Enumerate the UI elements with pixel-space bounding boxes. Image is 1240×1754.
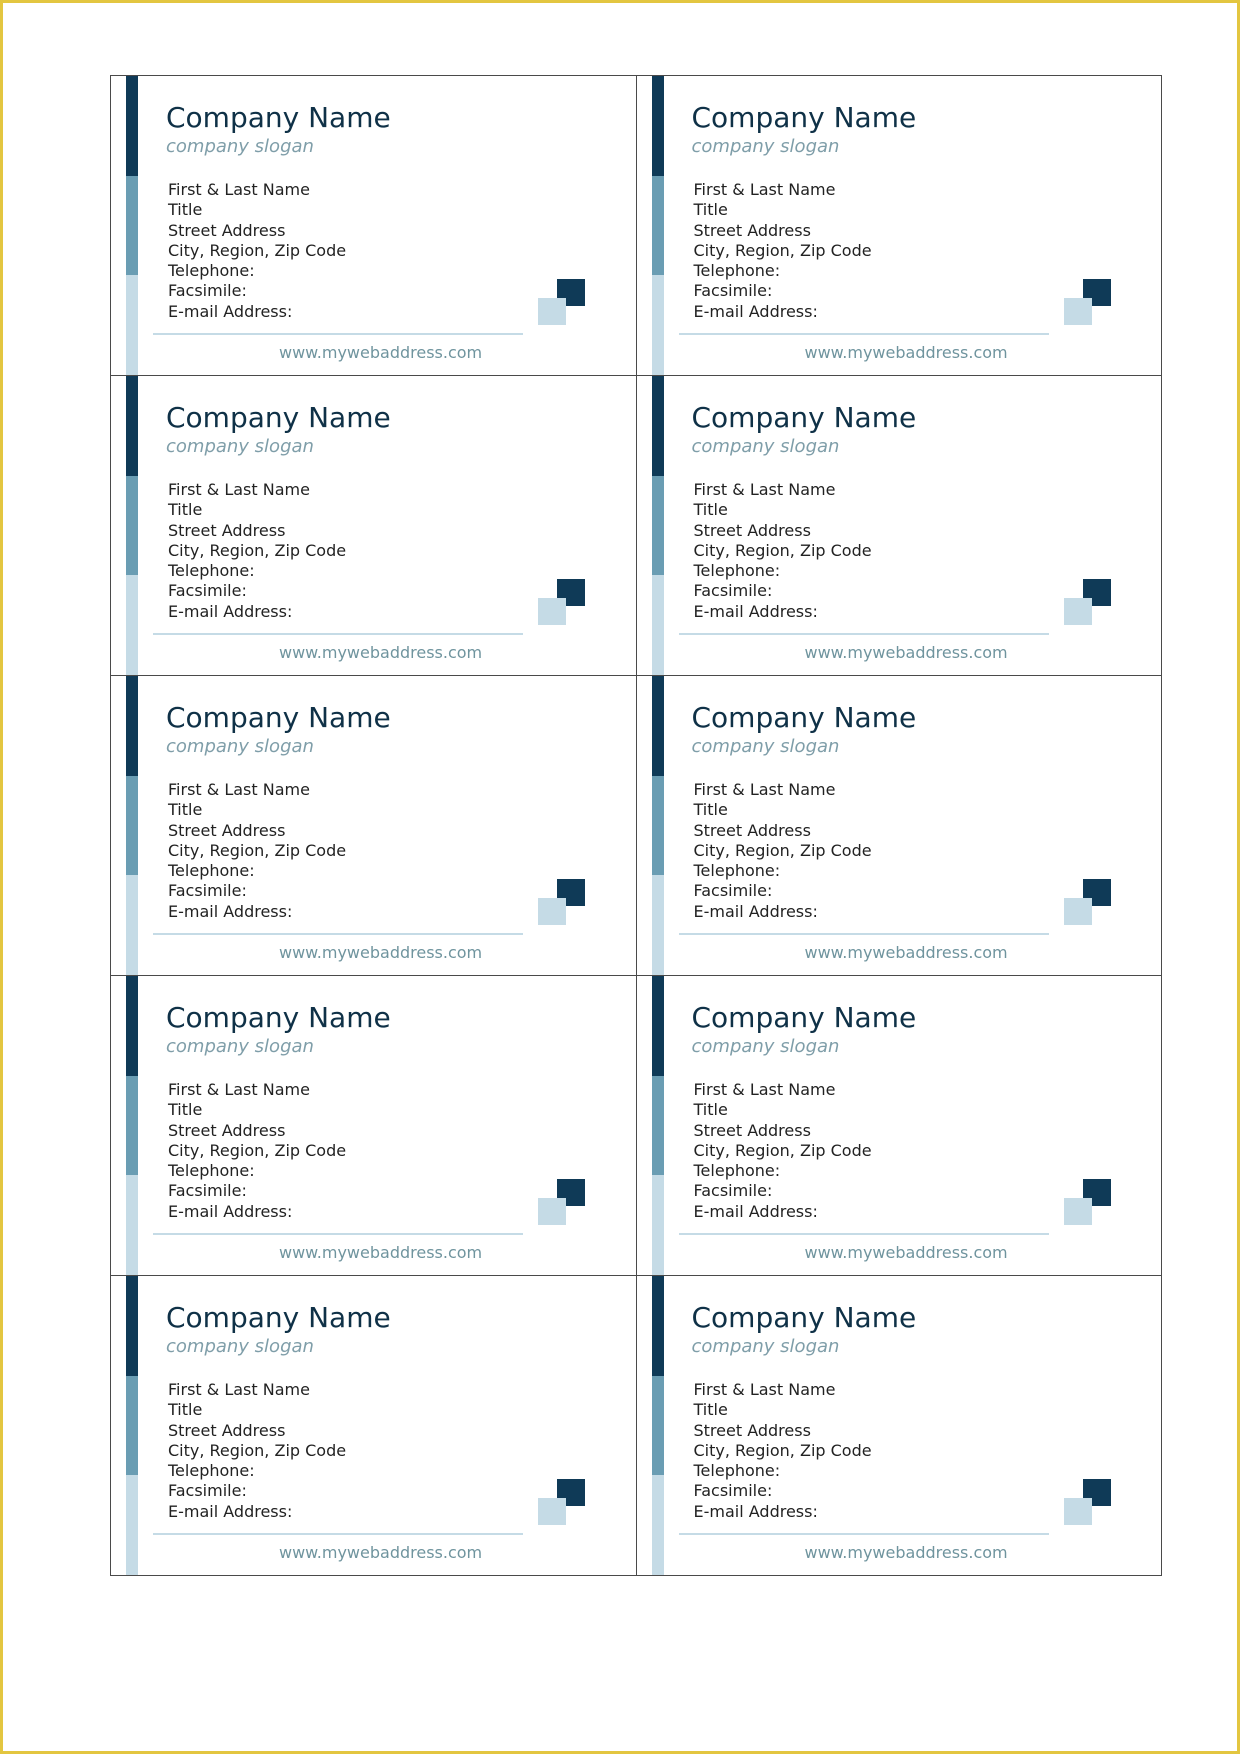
- stripe-segment-light: [652, 275, 664, 375]
- company-name: Company Name: [691, 1301, 917, 1334]
- email-address: E-mail Address:: [693, 301, 818, 321]
- street-address: Street Address: [168, 1420, 286, 1440]
- contact-details: [694, 480, 872, 622]
- contact-details: [694, 1380, 872, 1522]
- business-card: [637, 676, 1163, 976]
- city-region-zip: City, Region, Zip Code: [168, 840, 347, 860]
- email-address: E-mail Address:: [168, 1501, 293, 1521]
- web-address: www.mywebaddress.com: [804, 943, 1008, 962]
- stripe-segment-dark: [652, 976, 664, 1076]
- divider: [679, 933, 1049, 935]
- street-address: Street Address: [693, 1420, 811, 1440]
- facsimile: Facsimile:: [168, 1481, 247, 1501]
- facsimile: Facsimile:: [168, 881, 247, 901]
- web-address: www.mywebaddress.com: [804, 1243, 1008, 1262]
- contact-name: First & Last Name: [168, 480, 310, 499]
- divider: [679, 633, 1049, 635]
- business-card: [111, 1276, 637, 1576]
- company-name: Company Name: [166, 1301, 391, 1334]
- divider: [153, 633, 523, 635]
- contact-details: [168, 180, 346, 322]
- company-name: Company Name: [166, 1001, 391, 1034]
- accent-stripe: [126, 76, 138, 375]
- contact-details: [694, 1080, 872, 1222]
- stripe-segment-dark: [652, 76, 664, 176]
- contact-details: [694, 180, 872, 322]
- divider: [679, 333, 1049, 335]
- stripe-segment-mid: [652, 176, 664, 276]
- city-region-zip: City, Region, Zip Code: [693, 1140, 872, 1160]
- stripe-segment-mid: [126, 1376, 138, 1476]
- telephone: Telephone:: [693, 261, 781, 281]
- web-address: www.mywebaddress.com: [804, 1543, 1008, 1562]
- accent-stripe: [126, 376, 138, 675]
- contact-title: Title: [693, 200, 728, 220]
- email-address: E-mail Address:: [168, 301, 293, 321]
- contact-title: Title: [168, 500, 203, 520]
- contact-name: First & Last Name: [693, 1080, 836, 1099]
- business-card-sheet: [110, 75, 1162, 1576]
- city-region-zip: City, Region, Zip Code: [693, 1440, 872, 1460]
- company-name: Company Name: [166, 101, 391, 134]
- contact-name: First & Last Name: [693, 180, 836, 199]
- city-region-zip: City, Region, Zip Code: [168, 540, 347, 560]
- telephone: Telephone:: [693, 1161, 781, 1181]
- telephone: Telephone:: [693, 561, 781, 581]
- contact-details: [168, 1380, 346, 1522]
- contact-name: First & Last Name: [693, 1380, 836, 1399]
- company-slogan: company slogan: [691, 1336, 840, 1357]
- accent-stripe: [126, 1276, 138, 1575]
- company-name: Company Name: [166, 401, 391, 434]
- divider: [153, 1533, 523, 1535]
- web-address: www.mywebaddress.com: [279, 343, 483, 362]
- contact-details: [168, 780, 346, 922]
- telephone: Telephone:: [168, 861, 255, 881]
- business-card: [637, 376, 1163, 676]
- email-address: E-mail Address:: [168, 601, 293, 621]
- street-address: Street Address: [693, 520, 811, 540]
- telephone: Telephone:: [168, 1161, 255, 1181]
- stripe-segment-mid: [652, 1076, 664, 1176]
- company-slogan: company slogan: [166, 436, 314, 457]
- facsimile: Facsimile:: [693, 1181, 773, 1201]
- facsimile: Facsimile:: [168, 581, 247, 601]
- city-region-zip: City, Region, Zip Code: [168, 1140, 347, 1160]
- telephone: Telephone:: [693, 1461, 781, 1481]
- web-address: www.mywebaddress.com: [279, 643, 483, 662]
- street-address: Street Address: [168, 220, 286, 240]
- email-address: E-mail Address:: [168, 901, 293, 921]
- contact-title: Title: [693, 1100, 728, 1120]
- email-address: E-mail Address:: [168, 1201, 293, 1221]
- contact-title: Title: [168, 1100, 203, 1120]
- company-name: Company Name: [691, 401, 917, 434]
- stripe-segment-dark: [652, 376, 664, 476]
- facsimile: Facsimile:: [693, 881, 773, 901]
- contact-name: First & Last Name: [168, 1380, 310, 1399]
- stripe-segment-mid: [126, 176, 138, 276]
- street-address: Street Address: [693, 1120, 811, 1140]
- city-region-zip: City, Region, Zip Code: [693, 540, 872, 560]
- divider: [153, 333, 523, 335]
- stripe-segment-dark: [126, 376, 138, 476]
- city-region-zip: City, Region, Zip Code: [693, 240, 872, 260]
- city-region-zip: City, Region, Zip Code: [693, 840, 872, 860]
- email-address: E-mail Address:: [693, 1501, 818, 1521]
- facsimile: Facsimile:: [168, 281, 247, 301]
- accent-stripe: [652, 76, 664, 375]
- stripe-segment-light: [652, 1475, 664, 1575]
- company-name: Company Name: [691, 701, 917, 734]
- city-region-zip: City, Region, Zip Code: [168, 240, 347, 260]
- contact-details: [168, 480, 346, 622]
- email-address: E-mail Address:: [693, 601, 818, 621]
- facsimile: Facsimile:: [168, 1181, 247, 1201]
- stripe-segment-dark: [126, 76, 138, 176]
- telephone: Telephone:: [168, 261, 255, 281]
- logo-squares-icon: [538, 1479, 586, 1526]
- contact-details: [168, 1080, 346, 1222]
- street-address: Street Address: [693, 820, 811, 840]
- logo-squares-icon: [1064, 579, 1112, 626]
- company-name: Company Name: [691, 101, 917, 134]
- business-card: [637, 1276, 1163, 1576]
- contact-name: First & Last Name: [168, 1080, 310, 1099]
- logo-squares-icon: [1064, 1179, 1112, 1226]
- company-slogan: company slogan: [166, 136, 314, 157]
- accent-stripe: [126, 676, 138, 975]
- business-card: [637, 76, 1163, 376]
- contact-title: Title: [168, 1400, 203, 1420]
- contact-name: First & Last Name: [693, 480, 836, 499]
- street-address: Street Address: [693, 220, 811, 240]
- divider: [679, 1233, 1049, 1235]
- stripe-segment-mid: [126, 476, 138, 576]
- contact-title: Title: [168, 200, 203, 220]
- web-address: www.mywebaddress.com: [279, 943, 483, 962]
- divider: [153, 933, 523, 935]
- business-card: [111, 676, 637, 976]
- street-address: Street Address: [168, 520, 286, 540]
- company-name: Company Name: [691, 1001, 917, 1034]
- divider: [679, 1533, 1049, 1535]
- telephone: Telephone:: [693, 861, 781, 881]
- street-address: Street Address: [168, 1120, 286, 1140]
- logo-squares-icon: [538, 879, 586, 926]
- accent-stripe: [652, 976, 664, 1275]
- business-card: [111, 976, 637, 1276]
- logo-squares-icon: [538, 579, 586, 626]
- stripe-segment-mid: [126, 776, 138, 876]
- business-card: [111, 76, 637, 376]
- stripe-segment-dark: [652, 1276, 664, 1376]
- web-address: www.mywebaddress.com: [279, 1543, 483, 1562]
- stripe-segment-mid: [652, 776, 664, 876]
- logo-squares-icon: [1064, 279, 1112, 326]
- logo-squares-icon: [538, 1179, 586, 1226]
- stripe-segment-dark: [126, 976, 138, 1076]
- facsimile: Facsimile:: [693, 1481, 773, 1501]
- accent-stripe: [652, 376, 664, 675]
- email-address: E-mail Address:: [693, 901, 818, 921]
- contact-title: Title: [693, 500, 728, 520]
- stripe-segment-light: [652, 575, 664, 675]
- contact-title: Title: [693, 1400, 728, 1420]
- company-slogan: company slogan: [166, 1036, 314, 1057]
- web-address: www.mywebaddress.com: [804, 343, 1008, 362]
- facsimile: Facsimile:: [693, 581, 773, 601]
- company-slogan: company slogan: [691, 736, 840, 757]
- company-slogan: company slogan: [691, 436, 840, 457]
- web-address: www.mywebaddress.com: [804, 643, 1008, 662]
- stripe-segment-mid: [652, 476, 664, 576]
- logo-squares-icon: [1064, 1479, 1112, 1526]
- stripe-segment-light: [126, 575, 138, 675]
- company-slogan: company slogan: [166, 1336, 314, 1357]
- web-address: www.mywebaddress.com: [279, 1243, 483, 1262]
- stripe-segment-light: [126, 1175, 138, 1275]
- stripe-segment-light: [126, 875, 138, 975]
- contact-name: First & Last Name: [693, 780, 836, 799]
- contact-details: [694, 780, 872, 922]
- contact-title: Title: [693, 800, 728, 820]
- stripe-segment-light: [126, 1475, 138, 1575]
- accent-stripe: [652, 676, 664, 975]
- business-card: [637, 976, 1163, 1276]
- stripe-segment-light: [652, 1175, 664, 1275]
- stripe-segment-light: [126, 275, 138, 375]
- contact-name: First & Last Name: [168, 780, 310, 799]
- accent-stripe: [652, 1276, 664, 1575]
- stripe-segment-mid: [652, 1376, 664, 1476]
- stripe-segment-dark: [652, 676, 664, 776]
- street-address: Street Address: [168, 820, 286, 840]
- accent-stripe: [126, 976, 138, 1275]
- telephone: Telephone:: [168, 1461, 255, 1481]
- stripe-segment-mid: [126, 1076, 138, 1176]
- logo-squares-icon: [1064, 879, 1112, 926]
- city-region-zip: City, Region, Zip Code: [168, 1440, 347, 1460]
- contact-name: First & Last Name: [168, 180, 310, 199]
- contact-title: Title: [168, 800, 203, 820]
- divider: [153, 1233, 523, 1235]
- company-slogan: company slogan: [691, 136, 840, 157]
- logo-squares-icon: [538, 279, 586, 326]
- stripe-segment-light: [652, 875, 664, 975]
- facsimile: Facsimile:: [693, 281, 773, 301]
- email-address: E-mail Address:: [693, 1201, 818, 1221]
- company-slogan: company slogan: [166, 736, 314, 757]
- telephone: Telephone:: [168, 561, 255, 581]
- stripe-segment-dark: [126, 1276, 138, 1376]
- company-slogan: company slogan: [691, 1036, 840, 1057]
- stripe-segment-dark: [126, 676, 138, 776]
- company-name: Company Name: [166, 701, 391, 734]
- business-card: [111, 376, 637, 676]
